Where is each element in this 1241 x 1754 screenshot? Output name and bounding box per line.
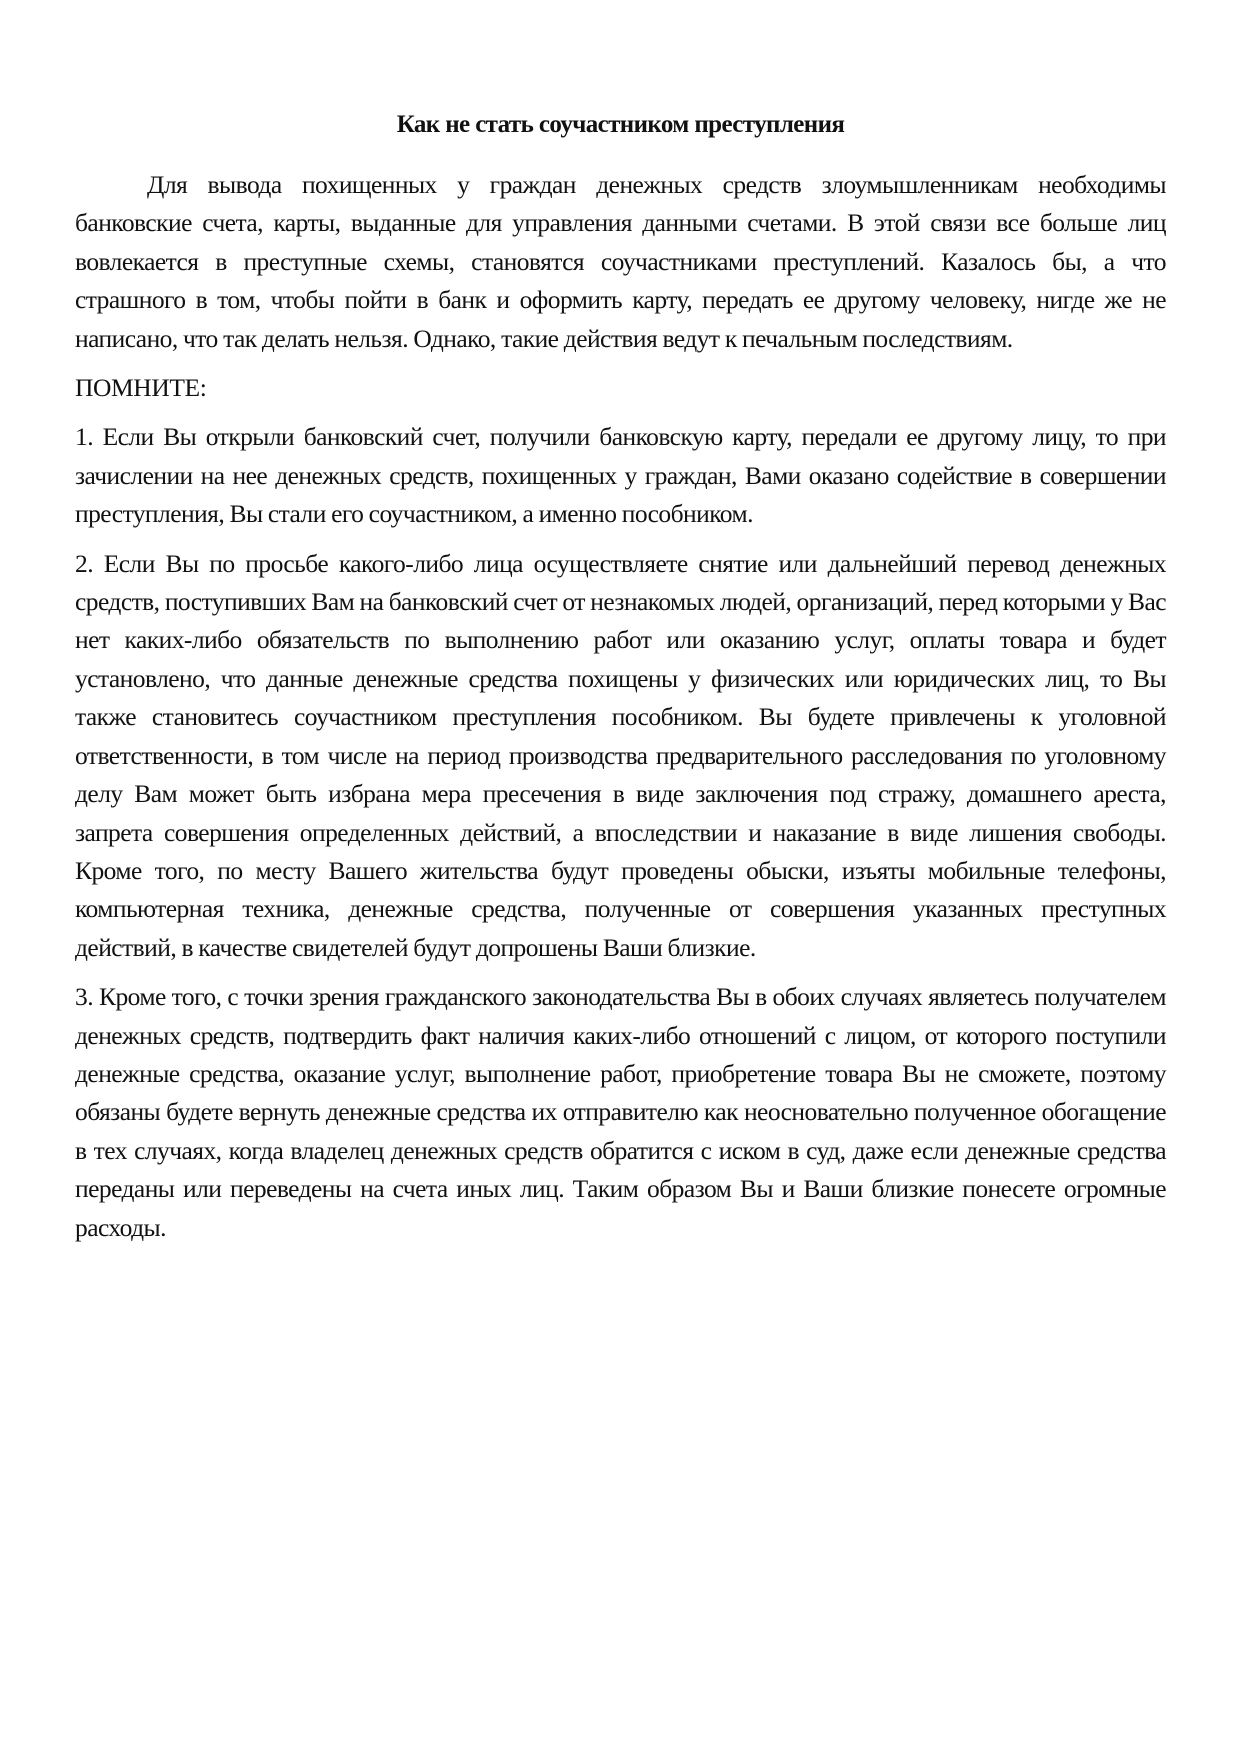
intro-paragraph: Для вывода похищенных у граждан денежных средств злоумышленникам необходимы банковские счета, карты, выданные для управления данными счетами. В этой связи все больше лиц вовлекается в преступные схемы, становятся соучастниками преступлений. Казалось бы, а что страшного в том, чтобы пойти в банк и оформить карту, передать ее другому человеку, нигде же не написано, что так делать нельзя. Однако, такие действия ведут к печальным последствиям. [75,170,1166,353]
point-paragraph-1: 1. Если Вы открыли банковский счет, получили банковскую карту, передали ее другому лицу, то при зачислении на нее денежных средств, похищенных у граждан, Вами оказано содействие в совершении преступления, Вы стали его соучастником, а именно пособником. [75,422,1166,529]
point-paragraph-3: 3. Кроме того, с точки зрения гражданского законодательства Вы в обоих случаях являетесь получателем денежных средств, подтвердить факт наличия каких-либо отношений с лицом, от которого поступили денежные средства, оказание услуг, выполнение работ, приобретение товара Вы не сможете, поэтому обязаны будете вернуть денежные средства их отправителю как неосновательно полученное обогащение в тех случаях, когда владелец денежных средств обратится с иском в суд, даже если денежные средства переданы или переведены на счета иных лиц. Таким образом Вы и Ваши близкие понесете огромные расходы. [75,982,1166,1242]
document-page [75,108,1166,1258]
document-title: Как не стать соучастником преступления [396,111,845,138]
remember-heading: ПОМНИТЕ: [75,373,207,403]
point-paragraph-2: 2. Если Вы по просьбе какого-либо лица осуществляете снятие или дальнейший перевод денежных средств, поступивших Вам на банковский счет от незнакомых людей, организаций, перед которыми у Вас нет каких-либо обязательств по выполнению работ или оказанию услуг, оплаты товара и будет установлено, что данные денежные средства похищены у физических или юридических лиц, то Вы также становитесь соучастником преступления пособником. Вы будете привлечены к уголовной ответственности, в том числе на период производства предварительного расследования по уголовному делу Вам может быть избрана мера пресечения в виде заключения под стражу, домашнего ареста, запрета совершения определенных действий, а впоследствии и наказание в виде лишения свободы. Кроме того, по месту Вашего жительства будут проведены обыски, изъяты мобильные телефоны, компьютерная техника, денежные средства, полученные от совершения указанных преступных действий, в качестве свидетелей будут допрошены Ваши близкие. [75,548,1166,962]
